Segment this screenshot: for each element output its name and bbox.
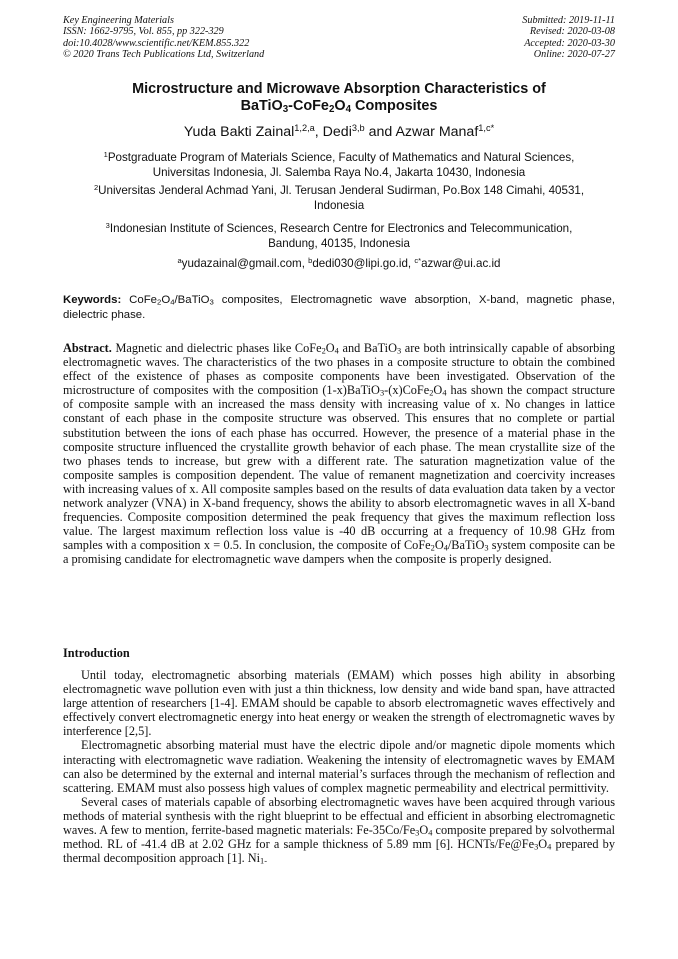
affiliation-1: $^1$Postgraduate Program of Materials Science, Faculty of Mathematics and Natural Sciences, Universitas Indonesia, Jl. Salemba Raya No.4, Jakarta 10430, Indonesia [103,149,575,179]
section-heading-introduction: Introduction [63,646,130,660]
date-accepted: Accepted: 2020-03-30 [524,37,615,49]
author-list: Yuda Bakti Zainal$^{1,2,a}$, Dedi$^{3,b}$ and Azwar Manaf$^{1,c*}$ [183,122,495,140]
keywords-label: Keywords: [63,294,122,306]
paragraph: Several cases of materials capable of absorbing electromagnetic waves have been acquired through various methods of material synthesis with the right blueprint to be effectual and efficient in absorbing electromagnetic waves. A few to mention, ferrite-based magnetic materials: $Fe-35Co/Fe_3O_4$ composite prepared by solvothermal method. RL of -41.4 dB at 2.02 GHz for a sample thickness of 5.89 mm [6]. HCNTs/$Fe@Fe_3O_4$ prepared by thermal decomposition approach [1]. $Ni_{1-}$ [63,794,615,866]
email-link: yudazainal@gmail.com, [181,257,309,270]
paragraph: Until today, electromagnetic absorbing materials (EMAM) which posses high ability in absorbing electromagnetic wave pollution even with just a thin thickness, low density and wide band span, have attracted large attention of researchers [1-4]. EMAM should be capable to absorb electromagnetic waves effectively and effectively convert electromagnetic energy into heat energy or weaken the strength of electromagnetic waves by interference [2,5]. [63,668,615,739]
affiliation-2: $^2$Universitas Jenderal Achmad Yani, Jl. Terusan Jenderal Sudirman, Po.Box 148 Cimahi, 40531, Indonesia [93,182,585,212]
title-line-2: $BaTiO_3-CoFe_2O_4$ Composites [240,98,438,115]
keywords: Keywords: $CoFe_2O_4/BaTiO_3$ composites, Electromagnetic wave absorption, X-band, magnetic phase, dielectric phase. [63,294,615,321]
paragraph: Electromagnetic absorbing material must have the electric dipole and/or magnetic dipole moments which interacting with electromagnetic wave radiation. Weakening the intensity of electromagnetic waves by EMAM can also be determined by the external and internal material’s surfaces through the mechanism of reflection and scattering. EMAM must also possess high values of complex magnetic permeability and electrical permittivity. [63,738,615,795]
affiliation-3: $^3$Indonesian Institute of Sciences, Research Centre for Electronics and Telecommunication, Bandung, 40135, Indonesia [105,220,573,250]
abstract-label: Abstract. [63,341,112,355]
introduction-body [63,668,615,865]
date-submitted: Submitted: 2019-11-11 [522,15,615,26]
email-link: dedi030@lipi.go.id, [312,257,415,270]
date-revised: Revised: 2020-03-08 [529,26,615,38]
author-name: Dedi [322,124,352,140]
journal-doi: doi:10.4028/www.scientific.net/KEM.855.322 [63,37,250,49]
author-name: Yuda Bakti Zainal [183,124,295,140]
journal-info [63,15,264,60]
journal-copyright: © 2020 Trans Tech Publications Ltd, Switzerland [63,48,265,60]
date-online: Online: 2020-07-27 [533,48,615,60]
article-dates [522,15,615,60]
author-emails: $^a$yudazainal@gmail.com, $^b$dedi030@lipi.go.id, $^{c*}$azwar@ui.ac.id [177,255,501,270]
author-name: Azwar Manaf [395,124,479,140]
paper-title [63,81,615,115]
email-link: azwar@ui.ac.id [421,257,501,270]
abstract: Abstract. Magnetic and dielectric phases like $CoFe_2O_4$ and BaTiO$_3$ are both intrinsically capable of absorbing electromagnetic waves. The characteristics of the two phases in a composite structure to obtain the combined effect of the existence of phases as composite components have been investigated. Observation of the microstructure of composites with the composition $(1-x)BaTiO_3-(x)CoFe_2O_4$ has shown the compact structure of composite sample with an increased the mass density with increasing value of x. No changes in lattice constant of each phase in the composite structure was observed. This ensures that no complete or partial substitution between the ions of each phase has occurred. However, the presence of a material phase in the composite structure influenced the crystallite growth behavior of each phase. The mean crystallite size of the two phases tends to increase, but grew with a different rate. The saturation magnetization value of the composite samples is composition dependent. The value of remanent magnetization and coercivity increases with increasing values of x. All composite samples based on the results of data evaluation data taken by a vector network analyzer (VNA) in X-band frequency, shows the ability to absorb electromagnetic waves in all X-band frequencies. Composite composition determined the peak frequency that gives the maximum reflection loss value. The largest maximum reflection loss value is -40 dB occurring at a frequency of 10.98 GHz from samples with a composition x = 0.5. In conclusion, the composite of $CoFe_2O_4/BaTiO_3$ system composite can be a promising candidate for electromagnetic wave dampers when the composite is properly designed. [63,341,616,567]
journal-name: Key Engineering Materials [63,15,174,26]
title-line-1: Microstructure and Microwave Absorption Characteristics of [132,81,546,97]
journal-issn: ISSN: 1662-9795, Vol. 855, pp 322-329 [63,26,224,38]
